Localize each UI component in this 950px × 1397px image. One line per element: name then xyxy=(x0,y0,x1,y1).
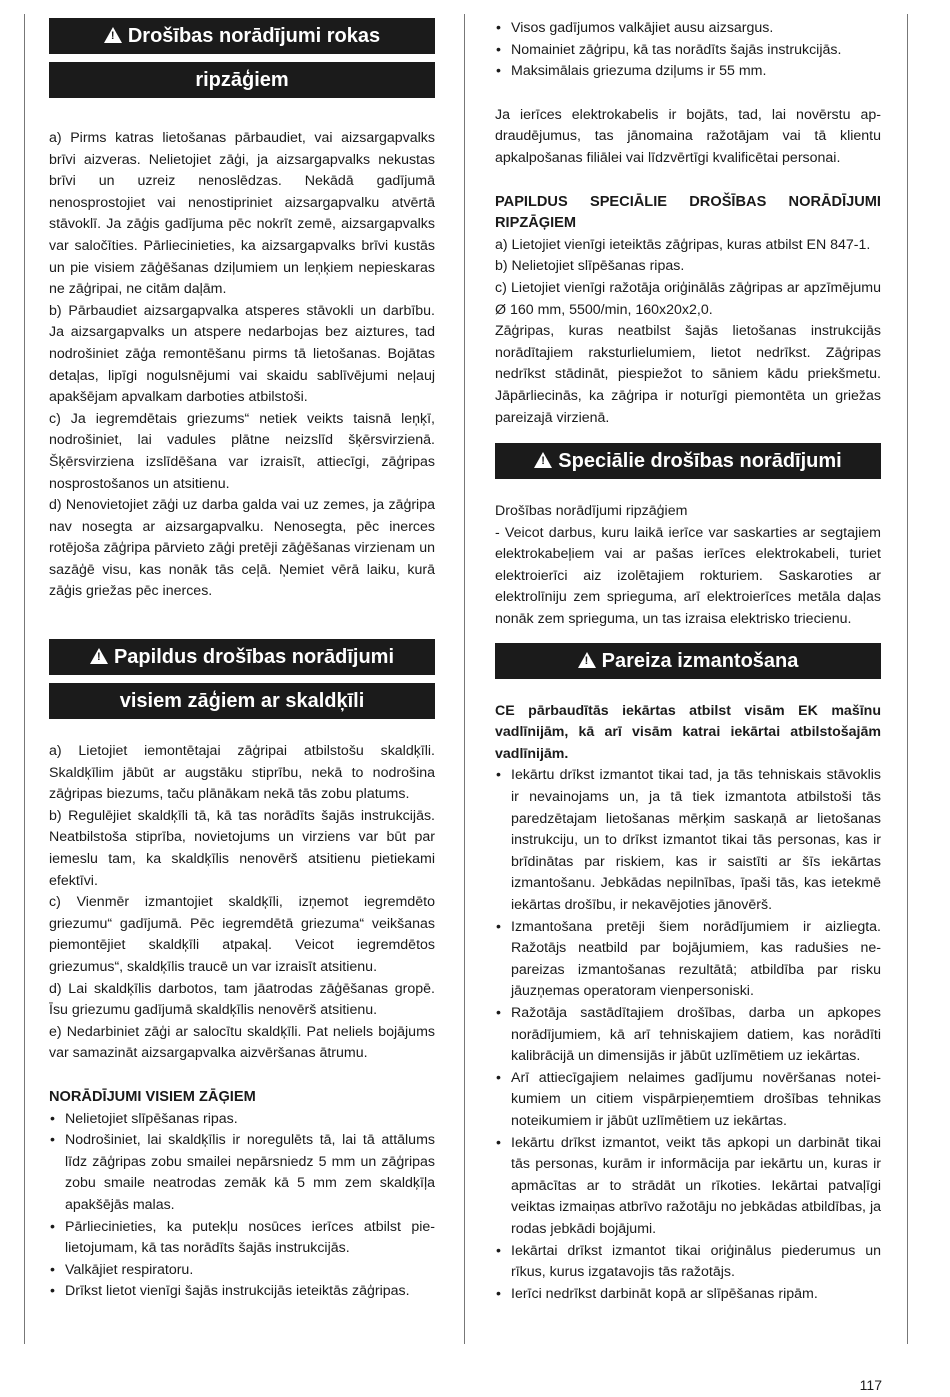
section-banner-hand-saws-line2: ripzāģiem xyxy=(49,62,435,98)
list-item: • Nelietojiet slīpēšanas ripas. xyxy=(49,1109,435,1131)
paragraph-a: a) Pirms katras lietošanas pārbaudiet, vai aizsargapvalks brīvi aizveras. Nelietojiet zāģi, ja aizsargapvalks nekustas brīvi un uzreiz nenoslēdzas. Nekādā gadījumā nenosprostojiet vai nenostipriniet aizsargapvalku atvērtā stāvoklī. Ja zāģis gadījuma pēc nokrīt zemē, aizsargapvalks var saločīties. Pārliecinieties, ka aizsargapvalks brīvi kustās un pie visiem zāģēšanas dziļumiem un leņķiem nepieskaras ne zāģripai, ne citām daļām. xyxy=(49,130,435,298)
section-banner-proper-use: !Pareiza izmantošana xyxy=(495,643,881,679)
column-divider xyxy=(464,14,465,1344)
list-item: • Drīkst lietot vienīgi šajās instrukcijās ieteiktās zāģripas. xyxy=(49,1281,435,1303)
right-column xyxy=(495,18,881,1305)
paragraph-c: c) Lietojiet vienīgi ražotāja oriģinālās zāģripas ar apzīmējumu Ø 160 mm, 5500/min, 160x20x2,0. xyxy=(495,279,881,318)
list-item: • Iekārtu drīkst izmantot tikai tad, ja tās tehniskais stāvoklis ir nevainojams un, ja tā tiek izmantota atbilstoši tās paredzētajam lietošanas mērķim saskaņā ar lietošanas instrukciju, un to drīkst izmantot tikai tās personas, kas ir brīdinātas par riskiem, kas ir saistīti ar šīs iekārtas izmantošanu. Jebkādas nepilnības, īpaši tās, kas ietekmē iekārtas drošību, ir nekavējoties jānovērš. xyxy=(495,765,881,916)
list-item: • Valkājiet respiratoru. xyxy=(49,1260,435,1282)
list-item: • Iekārtu drīkst izmantot, veikt tās apkopi un darbināt tikai tās personas, kurām ir informācija par iekārtu un, kuras ir apmācītas ar to strādāt un rīkoties. Iekārtai patvaļīgi veiktas izmaiņas atbrīvo ražotāju no jebkādas atbildības, ja rodas jebkādi bojājumi. xyxy=(495,1133,881,1241)
bullet-list xyxy=(49,1109,435,1303)
section-banner-hand-saws-line1: !Drošības norādījumi rokas xyxy=(49,18,435,54)
paragraph: - Veicot darbus, kuru laikā ierīce var saskarties ar segtajiem elektrokabeļiem vai ar pašas ierīces elektrokabeli, turiet elektroierīci aiz izolētajiem rokturiem. Saskaroties ar elektrolīniju zem sprieguma, arī elektroierīces metāla daļas nonāk zem sprieguma, un tas izraisa elektrisko triecienu. xyxy=(495,524,881,628)
paragraph-a: a) Lietojiet vienīgi ieteiktās zāģripas, kuras atbilst EN 847-1. xyxy=(495,236,871,253)
bullet-list xyxy=(495,765,881,1305)
paragraph-c: c) Vienmēr izmantojiet skaldķīli, izņemot iegremdēto griezumu“ gadījumā. Pēc iegremdētā griezuma“ veikšanas piemontējiet skaldķīli atpakaļ. Veicot iegremdētos griezumus“, skaldķīlis traucē un var izraisīt atsitienu. xyxy=(49,894,435,975)
paragraph-b: b) Regulējiet skaldķīli tā, kā tas norādīts šajās instrukcijās. Neatbilstoša stiprība, novietojums un virziens var būt par iemeslu tam, ka skaldķīlis nenovērš atsitienu pietiekami efektīvi. xyxy=(49,807,435,889)
bold-paragraph: CE pārbaudītās iekārtas atbilst visām EK mašīnu vadlīnijām, kā arī visām katrai iekārtai atbilstošajām vadlīnijām. xyxy=(495,702,881,762)
section-heading: PAPILDUS SPECIĀLIE DROŠĪBAS NORĀDĪJUMI RIPZĀĢIEM xyxy=(495,193,881,232)
list-item: • Arī attiecīgajiem nelaimes gadījumu novēršanas noteikumiem un citiem vispārpieņemtiem drošības tehnikas noteikumiem ir jābūt uzlīmētiem uz iekārtas. xyxy=(495,1068,881,1133)
section-banner-riving-knife-line1: !Papildus drošības norādījumi xyxy=(49,639,435,675)
list-item: • Izmantošana pretēji šiem norādījumiem ir aizliegta. Ražotājs neatbild par bojājumiem, kas radušies nepareizas izmantošanas rezultātā; atbildība par risku jāuzņemas operatoram vienpersoniski. xyxy=(495,917,881,1003)
paragraph: Ja ierīces elektrokabelis ir bojāts, tad, lai novērstu apdraudējumus, tas jānomaina ražotājam vai tā klientu apkalpošanas filiālei vai līdzvērtīgi kvalificētai personai. xyxy=(495,106,881,166)
paragraph-b: b) Nelietojiet slīpēšanas ripas. xyxy=(495,258,685,275)
section-banner-special-safety: !Speciālie drošības norādījumi xyxy=(495,443,881,479)
paragraph-b: b) Pārbaudiet aizsargapvalka atsperes stāvokli un darbību. Ja aizsargapvalks un atspere nedarbojas bez aiztures, tad nodrošiniet zāģa remontēšanu pirms tā lietošanas. Bojātas detaļas, lipīgi nogulsnējumi vai skaidu sablīvējumi neļauj apakšējam apvalkam darboties atbilstoši. xyxy=(49,302,435,406)
paragraph-c: c) Ja iegremdētais griezums“ netiek veikts taisnā leņķī, nodrošiniet, lai vadules plātne neizslīd šķērsvirzienā. Šķērsvirziena izslīdēšana var izraisīt, attiecīgi, zāģripas nosprostošanos un atsitienu. xyxy=(49,410,435,492)
list-item: • Iekārtai drīkst izmantot tikai oriģinālus piederumus un rīkus, kurus izgatavojis tās ražotājs. xyxy=(495,1241,881,1284)
bullet-list xyxy=(495,18,881,83)
warning-triangle-icon xyxy=(90,648,108,664)
list-item: • Nodrošiniet, lai skaldķīlis ir noregulēts tā, lai tā attālums līdz zāģripas zobu smailei nepārsniedz 5 mm un zāģripas zobu smaile neatrodas zemāk kā 5 mm zem skaldķīļa apakšējās malas. xyxy=(49,1130,435,1216)
paragraph-d: d) Lai skaldķīlis darbotos, tam jāatrodas zāģēšanas gropē. Īsu griezumu gadījumā skaldķīlis nenovērš atsitienu. xyxy=(49,980,435,1019)
list-item: • Ierīci nedrīkst darbināt kopā ar slīpēšanas ripām. xyxy=(495,1284,881,1306)
list-item: • Pārliecinieties, ka putekļu nosūces ierīces atbilst pielietojumam, kā tas norādīts šajās instrukcijās. xyxy=(49,1217,435,1260)
list-item: • Nomainiet zāģripu, kā tas norādīts šajās instrukcijās. xyxy=(495,40,881,62)
paragraph-d: d) Nenovietojiet zāģi uz darba galda vai uz zemes, ja zāģripa nav nosegta ar aizsargapvalku. Nenosegta, pēc inerces rotējoša zāģripa pārvieto zāģi pretēji zāģēšanas virzienam un sazāģē visu, kas nonāk tās ceļā. Ņemiet vērā laiku, kurā zāģis griežas pēc inerces. xyxy=(49,497,435,600)
left-margin-rule xyxy=(24,14,25,1344)
section-banner-riving-knife-line2: visiem zāģiem ar skaldķīli xyxy=(49,683,435,719)
warning-triangle-icon xyxy=(104,27,122,43)
paragraph-title: Drošības norādījumi ripzāģiem xyxy=(495,503,688,520)
page-number: 117 xyxy=(859,1377,882,1393)
right-margin-rule xyxy=(907,14,908,1344)
paragraph-e: e) Nedarbiniet zāģi ar salocītu skaldķīli. Pat neliels bojājums var samazināt aizsargapvalka aizvēršanas ātrumu. xyxy=(49,1023,435,1062)
left-column xyxy=(49,18,435,1303)
list-item: • Ražotāja sastādītajiem drošības, darba un apkopes norādījumiem, kā arī tehniskajiem datiem, kas norādīti kalibrācijā un dimensijās ir jābūt uzlīmētiem uz iekārtas. xyxy=(495,1003,881,1068)
list-item: • Visos gadījumos valkājiet ausu aizsargus. xyxy=(495,18,881,40)
paragraph: Zāģripas, kuras neatbilst šajās lietošanas instrukcijās norādītajiem raksturlielumiem, lietot nedrīkst. Zāģripas nedrīkst stādināt, piespiežot to sāniem kādu priekšmetu. Jāpārliecinās, ka zāģripa ir noturīgi piemontēta un griežas pareizajā virzienā. xyxy=(495,323,881,426)
paragraph-a: a) Lietojiet iemontētajai zāģripai atbilstošu skaldķīli. Skaldķīlim jābūt ar augstāku stiprību, nekā to nodrošina zāģripas biezums, taču plānākam nekā tās zobu platums. xyxy=(49,743,435,803)
section-heading: NORĀDĪJUMI VISIEM ZĀĢIEM xyxy=(49,1088,256,1105)
warning-triangle-icon xyxy=(578,652,596,668)
list-item: • Maksimālais griezuma dziļums ir 55 mm. xyxy=(495,61,881,83)
warning-triangle-icon xyxy=(534,452,552,468)
